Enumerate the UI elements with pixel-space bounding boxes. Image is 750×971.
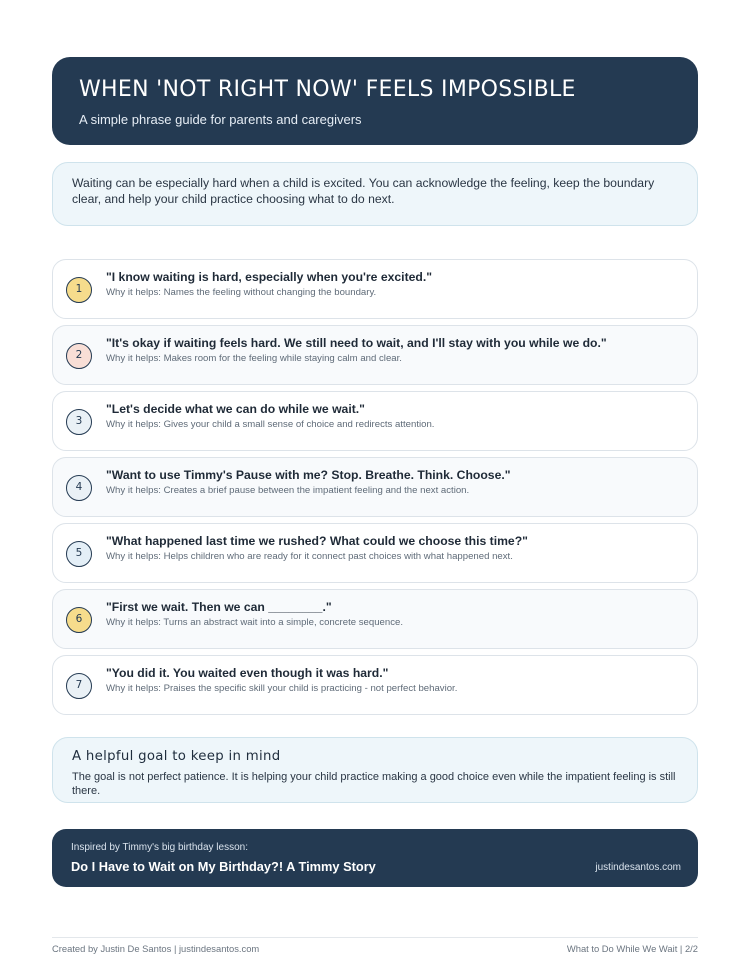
phrase-quote: "Let's decide what we can do while we wait."	[106, 402, 365, 416]
phrase-card	[52, 325, 698, 385]
phrase-card	[52, 523, 698, 583]
phrase-number-badge: 5	[66, 541, 92, 567]
phrase-card	[52, 655, 698, 715]
footer-divider	[52, 937, 698, 938]
book-site-link[interactable]: justindesantos.com	[595, 862, 681, 873]
page-title: WHEN 'NOT RIGHT NOW' FEELS IMPOSSIBLE	[79, 77, 576, 102]
phrase-card	[52, 457, 698, 517]
phrase-number-badge: 7	[66, 673, 92, 699]
phrase-why: Why it helps: Makes room for the feeling while staying calm and clear.	[106, 353, 402, 364]
goal-text: The goal is not perfect patience. It is helping your child practice making a good choice even while the impatient feeling is still there.	[72, 771, 676, 797]
phrase-number-badge: 1	[66, 277, 92, 303]
phrase-quote: "You did it. You waited even though it was hard."	[106, 666, 389, 680]
phrase-why: Why it helps: Creates a brief pause between the impatient feeling and the next action.	[106, 485, 470, 496]
phrase-why: Why it helps: Praises the specific skill your child is practicing - not perfect behavior.	[106, 683, 458, 694]
phrase-why: Why it helps: Gives your child a small sense of choice and redirects attention.	[106, 419, 435, 430]
phrase-why: Why it helps: Helps children who are ready for it connect past choices with what happened next.	[106, 551, 513, 562]
phrase-card	[52, 589, 698, 649]
phrase-card	[52, 259, 698, 319]
book-title: Do I Have to Wait on My Birthday?! A Timmy Story	[71, 859, 376, 874]
phrase-number-badge: 3	[66, 409, 92, 435]
phrase-quote: "What happened last time we rushed? What could we choose this time?"	[106, 534, 528, 548]
phrase-number-badge: 4	[66, 475, 92, 501]
phrase-quote: "First we wait. Then we can ________."	[106, 600, 332, 614]
book-inspired-label: Inspired by Timmy's big birthday lesson:	[71, 842, 248, 853]
goal-heading: A helpful goal to keep in mind	[72, 749, 281, 764]
goal-box	[52, 737, 698, 803]
intro-box: Waiting can be especially hard when a child is excited. You can acknowledge the feeling, keep the boundary clear, and help your child practice choosing what to do next.	[52, 162, 698, 226]
phrase-number-badge: 2	[66, 343, 92, 369]
phrase-quote: "I know waiting is hard, especially when you're excited."	[106, 270, 433, 284]
phrase-card	[52, 391, 698, 451]
phrase-quote: "Want to use Timmy's Pause with me? Stop. Breathe. Think. Choose."	[106, 468, 511, 482]
page-header	[52, 57, 698, 145]
footer-page-info: What to Do While We Wait | 2/2	[566, 943, 698, 954]
phrase-number-badge: 6	[66, 607, 92, 633]
phrase-quote: "It's okay if waiting feels hard. We still need to wait, and I'll stay with you while we do."	[106, 336, 607, 350]
phrase-why: Why it helps: Names the feeling without changing the boundary.	[106, 287, 377, 298]
phrase-why: Why it helps: Turns an abstract wait into a simple, concrete sequence.	[106, 617, 404, 628]
page-subtitle: A simple phrase guide for parents and caregivers	[79, 112, 362, 127]
book-banner	[52, 829, 698, 887]
footer-credit: Created by Justin De Santos | justindesantos.com	[52, 943, 260, 954]
